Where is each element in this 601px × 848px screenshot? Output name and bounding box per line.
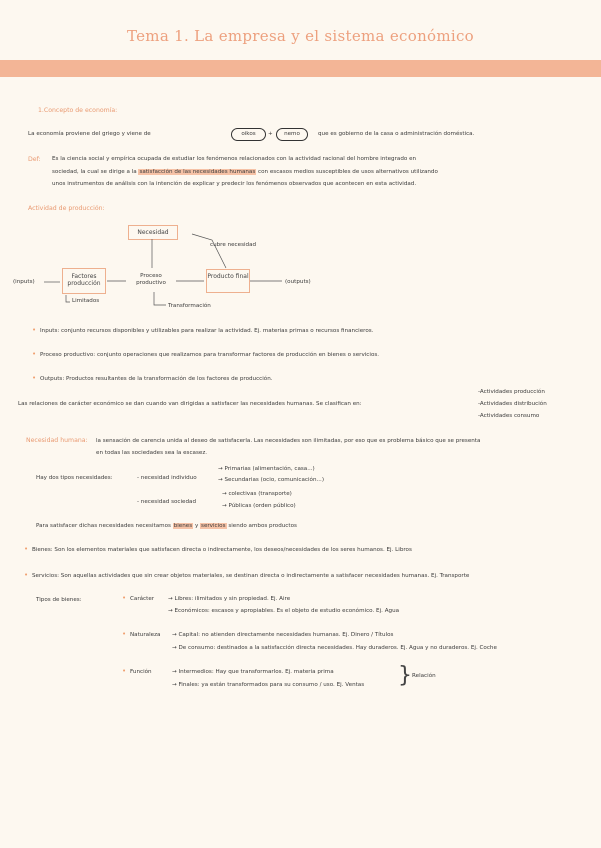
section-heading-actividad: Actividad de producción:	[28, 205, 105, 212]
consumo: → De consumo: destinados a la satisfacción directa necesidades. Hay duraderos. Ej. Agua y no duraderos. Ej. Coche	[172, 645, 497, 651]
necesidad-humana-l2: en todas las sociedades sea la escasez.	[96, 450, 208, 456]
oikos-text: oikos	[241, 131, 256, 137]
satisfacer-post: siendo ambos productos	[228, 523, 297, 529]
bullet-marker: •	[122, 594, 127, 602]
primarias: → Primarias (alimentación, casa...)	[218, 466, 315, 472]
naturaleza-label: Naturaleza	[130, 632, 161, 638]
section-heading-concepto: 1.Concepto de economía:	[38, 107, 118, 114]
servicios-highlight: servicios	[201, 523, 226, 529]
necesidad-humana-l1: la sensación de carencia unida al deseo de satisfacerla. Las necesidades son ilimitadas, por eso que es problema básico que se presenta	[96, 438, 481, 444]
bullet-outputs: Outputs: Productos resultantes de la transformación de los factores de producción.	[40, 376, 273, 382]
arrow-producto-necesidad	[192, 234, 226, 268]
bullet-marker: •	[122, 667, 127, 675]
outputs-label: (outputs)	[285, 279, 311, 285]
def-l2-pre: sociedad, la cual se dirige a la	[52, 169, 137, 175]
bullet-marker: •	[32, 326, 37, 334]
satisfacer-line	[36, 523, 297, 529]
factores-box: Factores producción	[62, 268, 106, 294]
relacion-label: Relación	[412, 673, 436, 679]
secundarias: → Secundarias (ocio, comunicación...)	[218, 477, 325, 483]
arrow-transformacion	[154, 292, 166, 305]
arrow-limitados	[66, 295, 70, 302]
secundarias-text: Secundarias (ocio, comunicación...)	[224, 477, 325, 483]
economicos-text: Económicos: escasos y apropiables. Es el objeto de estudio económico. Ej. Agua	[174, 608, 400, 614]
brace-icon: }	[398, 663, 412, 688]
nemo-text: nemo	[284, 131, 300, 137]
bienes-highlight: bienes	[173, 523, 193, 529]
def-label-text: Def:	[28, 156, 41, 163]
proceso-label: Proceso productivo	[136, 273, 166, 286]
libres: → Libres: ilimitados y sin propiedad. Ej. Aire	[168, 596, 291, 602]
necesidad-humana-label: Necesidad humana:	[26, 437, 88, 444]
cubre-necesidad-label: cubre necesidad	[210, 242, 257, 248]
necesidad-box: Necesidad	[128, 225, 178, 240]
def-highlight: satisfacción de las necesidades humanas	[139, 169, 256, 175]
bienes-definition: Bienes: Son los elementos materiales que satisfacen directa o indirectamente, los deseos/necesidades de los seres humanos. Ej. Libros	[32, 547, 412, 553]
publicas-text: Públicas (orden público)	[228, 503, 296, 509]
producto-box: Producto final	[206, 269, 250, 293]
bullet-marker: •	[32, 374, 37, 382]
bullet-marker: •	[32, 350, 37, 358]
relaciones-text: Las relaciones de carácter económico se dan cuando van dirigidas a satisfacer las necesidades humanas. Se clasifican en:	[18, 401, 362, 407]
primarias-text: Primarias (alimentación, casa...)	[224, 466, 315, 472]
page-title: Tema 1. La empresa y el sistema económico	[126, 27, 475, 45]
publicas: → Públicas (orden público)	[222, 503, 296, 509]
satisfacer-pre: Para satisfacer dichas necesidades necesitamos	[36, 523, 171, 529]
etym-post: que es gobierno de la casa o administración doméstica.	[318, 131, 475, 137]
satisfacer-y: y	[194, 523, 199, 529]
finales-text: Finales: ya están transformados para su consumo / uso. Ej. Ventas	[178, 682, 365, 688]
def-line-1: Es la ciencia social y empírica ocupada de estudiar los fenómenos relacionados con la actividad racional del hombre integrado en	[52, 156, 417, 162]
libres-text: Libres: ilimitados y sin propiedad. Ej. Aire	[174, 596, 291, 602]
consumo-text: De consumo: destinados a la satisfacción directa necesidades. Hay duraderos. Ej. Agua y no duraderos. Ej. Coche	[178, 645, 497, 651]
actividad-produccion: -Actividades producción	[478, 389, 545, 395]
necesidad-sociedad: - necesidad sociedad	[137, 499, 197, 505]
actividad-distribucion: -Actividades distribución	[478, 401, 547, 407]
tipos-bienes-label: Tipos de bienes:	[36, 597, 82, 603]
tipos-necesidades-label: Hay dos tipos necesidades:	[36, 475, 113, 481]
funcion-label: Función	[130, 669, 152, 675]
limitados-label: Limitados	[72, 298, 100, 304]
transformacion-label: Transformación	[168, 303, 211, 309]
caracter-label: Carácter	[130, 596, 155, 602]
bullet-marker: •	[122, 630, 127, 638]
intermedios-text: Intermedios: Hay que transformarlos. Ej. materia prima	[178, 669, 334, 675]
servicios-definition: Servicios: Son aquellas actividades que sin crear objetos materiales, se destinan directa o indirectamente a satisfacer necesidades humanas. Ej. Transporte	[32, 573, 470, 579]
capital-text: Capital: no atienden directamente necesidades humanas. Ej. Dinero / Títulos	[178, 632, 394, 638]
def-line-3: unos instrumentos de análisis con la intención de explicar y predecir los fenómenos observados que acontecen en esta actividad.	[52, 181, 417, 187]
intermedios: → Intermedios: Hay que transformarlos. Ej. materia prima	[172, 669, 334, 675]
actividad-consumo: -Actividades consumo	[478, 413, 540, 419]
capital: → Capital: no atienden directamente necesidades humanas. Ej. Dinero / Títulos	[172, 632, 394, 638]
inputs-label: (inputs)	[13, 279, 35, 285]
bullet-marker: •	[24, 571, 29, 579]
bullet-marker: •	[24, 545, 29, 553]
bullet-inputs: Inputs: conjunto recursos disponibles y utilizables para realizar la actividad. Ej. materias primas o recursos financieros.	[40, 328, 374, 334]
etym-pre: La economía proviene del griego y viene de	[28, 131, 151, 137]
necesidad-individuo: - necesidad individuo	[137, 475, 197, 481]
colectivas-text: colectivas (transporte)	[228, 491, 292, 497]
def-l2-post: con escasos medios susceptibles de usos alternativos utilizando	[258, 169, 438, 175]
colectivas: → colectivas (transporte)	[222, 491, 292, 497]
finales: → Finales: ya están transformados para su consumo / uso. Ej. Ventas	[172, 682, 365, 688]
economicos: → Económicos: escasos y apropiables. Es el objeto de estudio económico. Ej. Agua	[168, 608, 400, 614]
bullet-proceso: Proceso productivo: conjunto operaciones que realizamos para transformar factores de producción en bienes o servicios.	[40, 352, 380, 358]
etym-plus: +	[268, 131, 273, 137]
